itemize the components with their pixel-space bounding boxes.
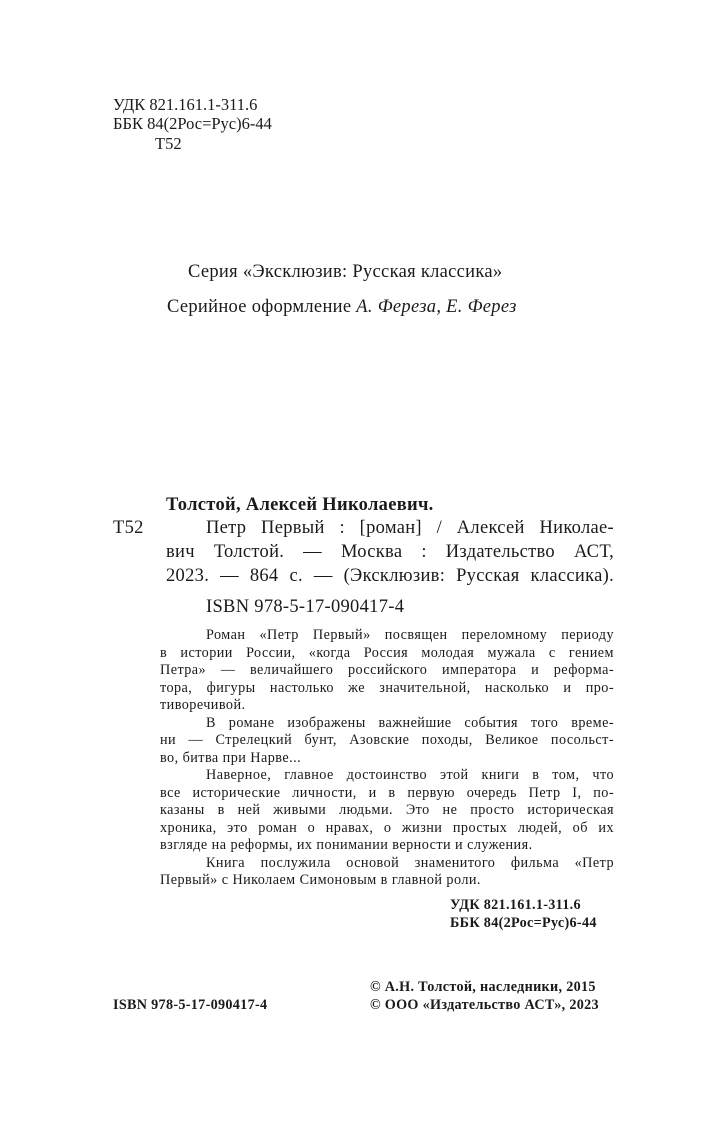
udk-code: УДК 821.161.1-311.6	[113, 95, 258, 114]
annotation-line: в истории России, «когда Россия молодая мужала с гением	[160, 644, 614, 661]
annotation-line: во, битва при Нарве...	[160, 749, 302, 766]
series-design-label: Серийное оформление	[167, 297, 352, 317]
series-design-authors: А. Фереза, Е. Ферез	[356, 297, 517, 317]
annotation-line: Петра» — величайшего российского императора и реформа-	[160, 662, 614, 678]
author-heading: Толстой, Алексей Николаевич.	[166, 495, 434, 515]
annotation-line: Наверное, главное достоинство этой книги в том, что	[206, 767, 614, 783]
annotation-line: тора, фигуры настолько же значительной, насколько и про-	[160, 679, 614, 696]
bib-isbn: ISBN 978-5-17-090417-4	[206, 597, 405, 617]
series-title: Серия «Эксклюзив: Русская классика»	[188, 262, 503, 282]
annotation	[160, 627, 614, 890]
annotation-line: взгляде на реформы, их понимании верности и служения.	[160, 837, 533, 853]
bib-author-mark: Т52	[113, 518, 144, 538]
author-mark: Т52	[155, 134, 182, 153]
annotation-line: В романе изображены важнейшие события того време-	[206, 714, 614, 731]
annotation-line: все исторические личности, и в первую очередь Петр I, по-	[160, 784, 614, 801]
bibliographic-description	[166, 516, 614, 588]
copyright-publisher: © ООО «Издательство АСТ», 2023	[370, 997, 599, 1013]
annotation-line: хроника, это роман о нравах, о жизни простых людей, об их	[160, 819, 614, 836]
bib-line: 2023. — 864 с. — (Эксклюзив: Русская классика).	[166, 566, 614, 586]
annotation-line: Роман «Петр Первый» посвящен переломному периоду	[206, 627, 614, 643]
copyright-author: © А.Н. Толстой, наследники, 2015	[370, 979, 596, 995]
series-design	[167, 295, 517, 319]
annotation-line: Первый» с Николаем Симоновым в главной роли.	[160, 872, 481, 888]
annotation-line: тиворечивой.	[160, 697, 246, 713]
annotation-line: Книга послужила основой знаменитого фильма «Петр	[206, 854, 614, 871]
bbk-code-bottom: ББК 84(2Рос=Рус)6-44	[450, 915, 597, 931]
bib-line: вич Толстой. — Москва : Издательство АСТ,	[166, 542, 614, 562]
footer-isbn: ISBN 978-5-17-090417-4	[113, 997, 268, 1013]
udk-code-bottom: УДК 821.161.1-311.6	[450, 897, 581, 913]
annotation-line: ни — Стрелецкий бунт, Азовские походы, Великое посольст-	[160, 732, 614, 748]
annotation-line: казаны в ней живыми людьми. Это не просто историческая	[160, 802, 614, 818]
bib-line: Петр Первый : [роман] / Алексей Николае-	[206, 518, 614, 538]
bbk-code: ББК 84(2Рос=Рус)6-44	[113, 114, 272, 133]
